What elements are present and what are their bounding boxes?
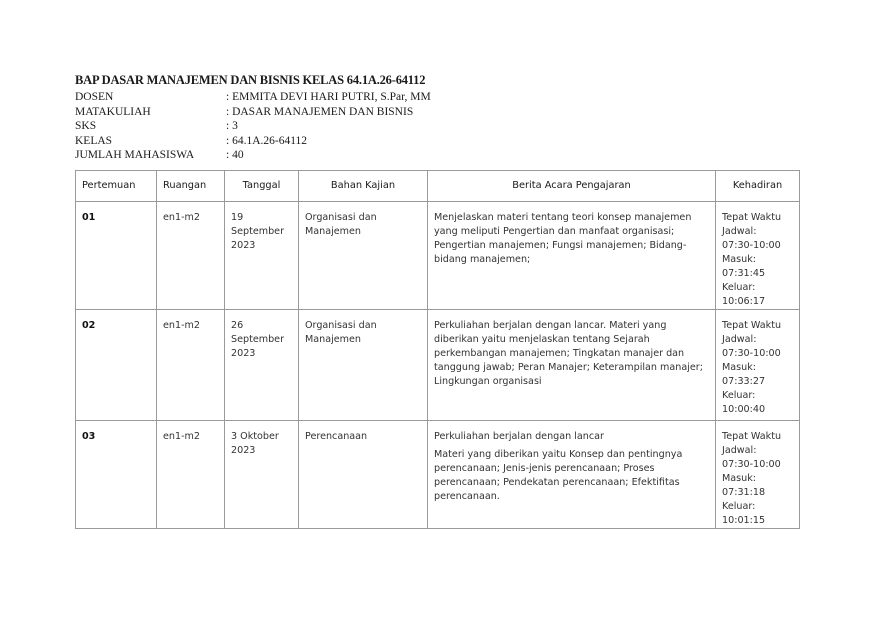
cell-pertemuan	[76, 421, 157, 529]
ruangan-value: en1-m2	[163, 320, 200, 331]
table-row	[76, 202, 800, 310]
table-row	[76, 310, 800, 421]
jadwal-label: Jadwal:	[722, 226, 757, 237]
info-row-dosen	[75, 90, 431, 105]
info-label: KELAS	[75, 134, 113, 147]
keluar-value: 10:01:15	[722, 515, 766, 526]
cell-ruangan	[157, 202, 225, 310]
info-value: : 3	[226, 120, 238, 133]
cell-kehadiran	[716, 310, 800, 421]
bahan-kajian-value: Organisasi dan Manajemen	[305, 320, 377, 345]
info-label: SKS	[75, 120, 97, 133]
keluar-value: 10:06:17	[722, 296, 766, 307]
ruangan-value: en1-m2	[163, 212, 200, 223]
column-header-berita-acara: Berita Acara Pengajaran	[428, 171, 716, 202]
column-header-pertemuan: Pertemuan	[76, 171, 157, 202]
cell-berita-acara	[428, 310, 716, 421]
pertemuan-number: 03	[82, 431, 96, 442]
tanggal-value: 3 Oktober 2023	[231, 431, 279, 456]
cell-tanggal	[225, 310, 299, 421]
cell-kehadiran	[716, 202, 800, 310]
keluar-value: 10:00:40	[722, 404, 766, 415]
info-value: : 64.1A.26-64112	[226, 134, 308, 147]
keluar-label: Keluar:	[722, 501, 756, 512]
table-row	[76, 421, 800, 529]
cell-bahan-kajian	[299, 421, 428, 529]
info-row-kelas	[75, 134, 431, 149]
info-label: MATAKULIAH	[75, 105, 151, 118]
info-label: DOSEN	[75, 91, 114, 103]
column-header-bahan-kajian: Bahan Kajian	[299, 171, 428, 202]
cell-ruangan	[157, 421, 225, 529]
cell-kehadiran	[716, 421, 800, 529]
jadwal-value: 07:30-10:00	[722, 240, 781, 251]
cell-ruangan	[157, 310, 225, 421]
masuk-value: 07:31:18	[722, 487, 766, 498]
masuk-value: 07:31:45	[722, 268, 766, 279]
masuk-label: Masuk:	[722, 362, 757, 373]
info-value: : 40	[226, 149, 244, 162]
bahan-kajian-value: Organisasi dan Manajemen	[305, 212, 377, 237]
document-title: BAP DASAR MANAJEMEN DAN BISNIS KELAS 64.1A.26-64112	[75, 73, 426, 87]
info-value: : DASAR MANAJEMEN DAN BISNIS	[226, 105, 414, 118]
jadwal-label: Jadwal:	[722, 334, 757, 345]
cell-bahan-kajian	[299, 310, 428, 421]
info-row-matakuliah	[75, 105, 431, 120]
berita-acara-text: Perkuliahan berjalan dengan lancar. Materi yang diberikan yaitu menjelaskan tentang Sejarah perkembangan manajemen; Tingkatan manajer dan tanggung jawab; Peran Manajer; Keterampilan manajer; Lingkungan organisasi	[434, 320, 703, 387]
cell-bahan-kajian	[299, 202, 428, 310]
column-header-tanggal: Tanggal	[225, 171, 299, 202]
masuk-value: 07:33:27	[722, 376, 766, 387]
cell-tanggal	[225, 202, 299, 310]
masuk-label: Masuk:	[722, 473, 757, 484]
info-value: : EMMITA DEVI HARI PUTRI, S.Par, MM	[226, 91, 431, 103]
cell-pertemuan	[76, 202, 157, 310]
tanggal-value: 26 September 2023	[231, 320, 285, 359]
kehadiran-status: Tepat Waktu	[722, 320, 782, 331]
jadwal-value: 07:30-10:00	[722, 348, 781, 359]
table-header-row	[76, 171, 800, 202]
berita-acara-text: Perkuliahan berjalan dengan lancar	[434, 431, 604, 442]
column-header-ruangan: Ruangan	[157, 171, 225, 202]
ruangan-value: en1-m2	[163, 431, 200, 442]
column-header-kehadiran: Kehadiran	[716, 171, 800, 202]
tanggal-value: 19 September 2023	[231, 212, 285, 251]
cell-tanggal	[225, 421, 299, 529]
masuk-label: Masuk:	[722, 254, 757, 265]
berita-acara-text: Materi yang diberikan yaitu Konsep dan pentingnya perencanaan; Jenis-jenis perencanaan; Proses perencanaan; Pendekatan perencanaan; Efektifitas perencanaan.	[434, 449, 683, 502]
pertemuan-number: 02	[82, 320, 96, 331]
keluar-label: Keluar:	[722, 390, 756, 401]
bahan-kajian-value: Perencanaan	[305, 431, 368, 442]
jadwal-label: Jadwal:	[722, 445, 757, 456]
info-row-jumlah-mahasiswa	[75, 148, 431, 163]
attendance-table	[75, 170, 800, 529]
berita-acara-text: Menjelaskan materi tentang teori konsep manajemen yang meliputi Pengertian dan manfaat organisasi; Pengertian manajemen; Fungsi manajemen; Bidang-bidang manajemen;	[434, 212, 692, 265]
kehadiran-status: Tepat Waktu	[722, 431, 782, 442]
kehadiran-status: Tepat Waktu	[722, 212, 782, 223]
jadwal-value: 07:30-10:00	[722, 459, 781, 470]
info-label: JUMLAH MAHASISWA	[75, 149, 195, 162]
info-row-sks	[75, 119, 431, 134]
cell-berita-acara	[428, 202, 716, 310]
cell-pertemuan	[76, 310, 157, 421]
keluar-label: Keluar:	[722, 282, 756, 293]
cell-berita-acara	[428, 421, 716, 529]
pertemuan-number: 01	[82, 212, 96, 223]
course-info	[75, 90, 431, 163]
